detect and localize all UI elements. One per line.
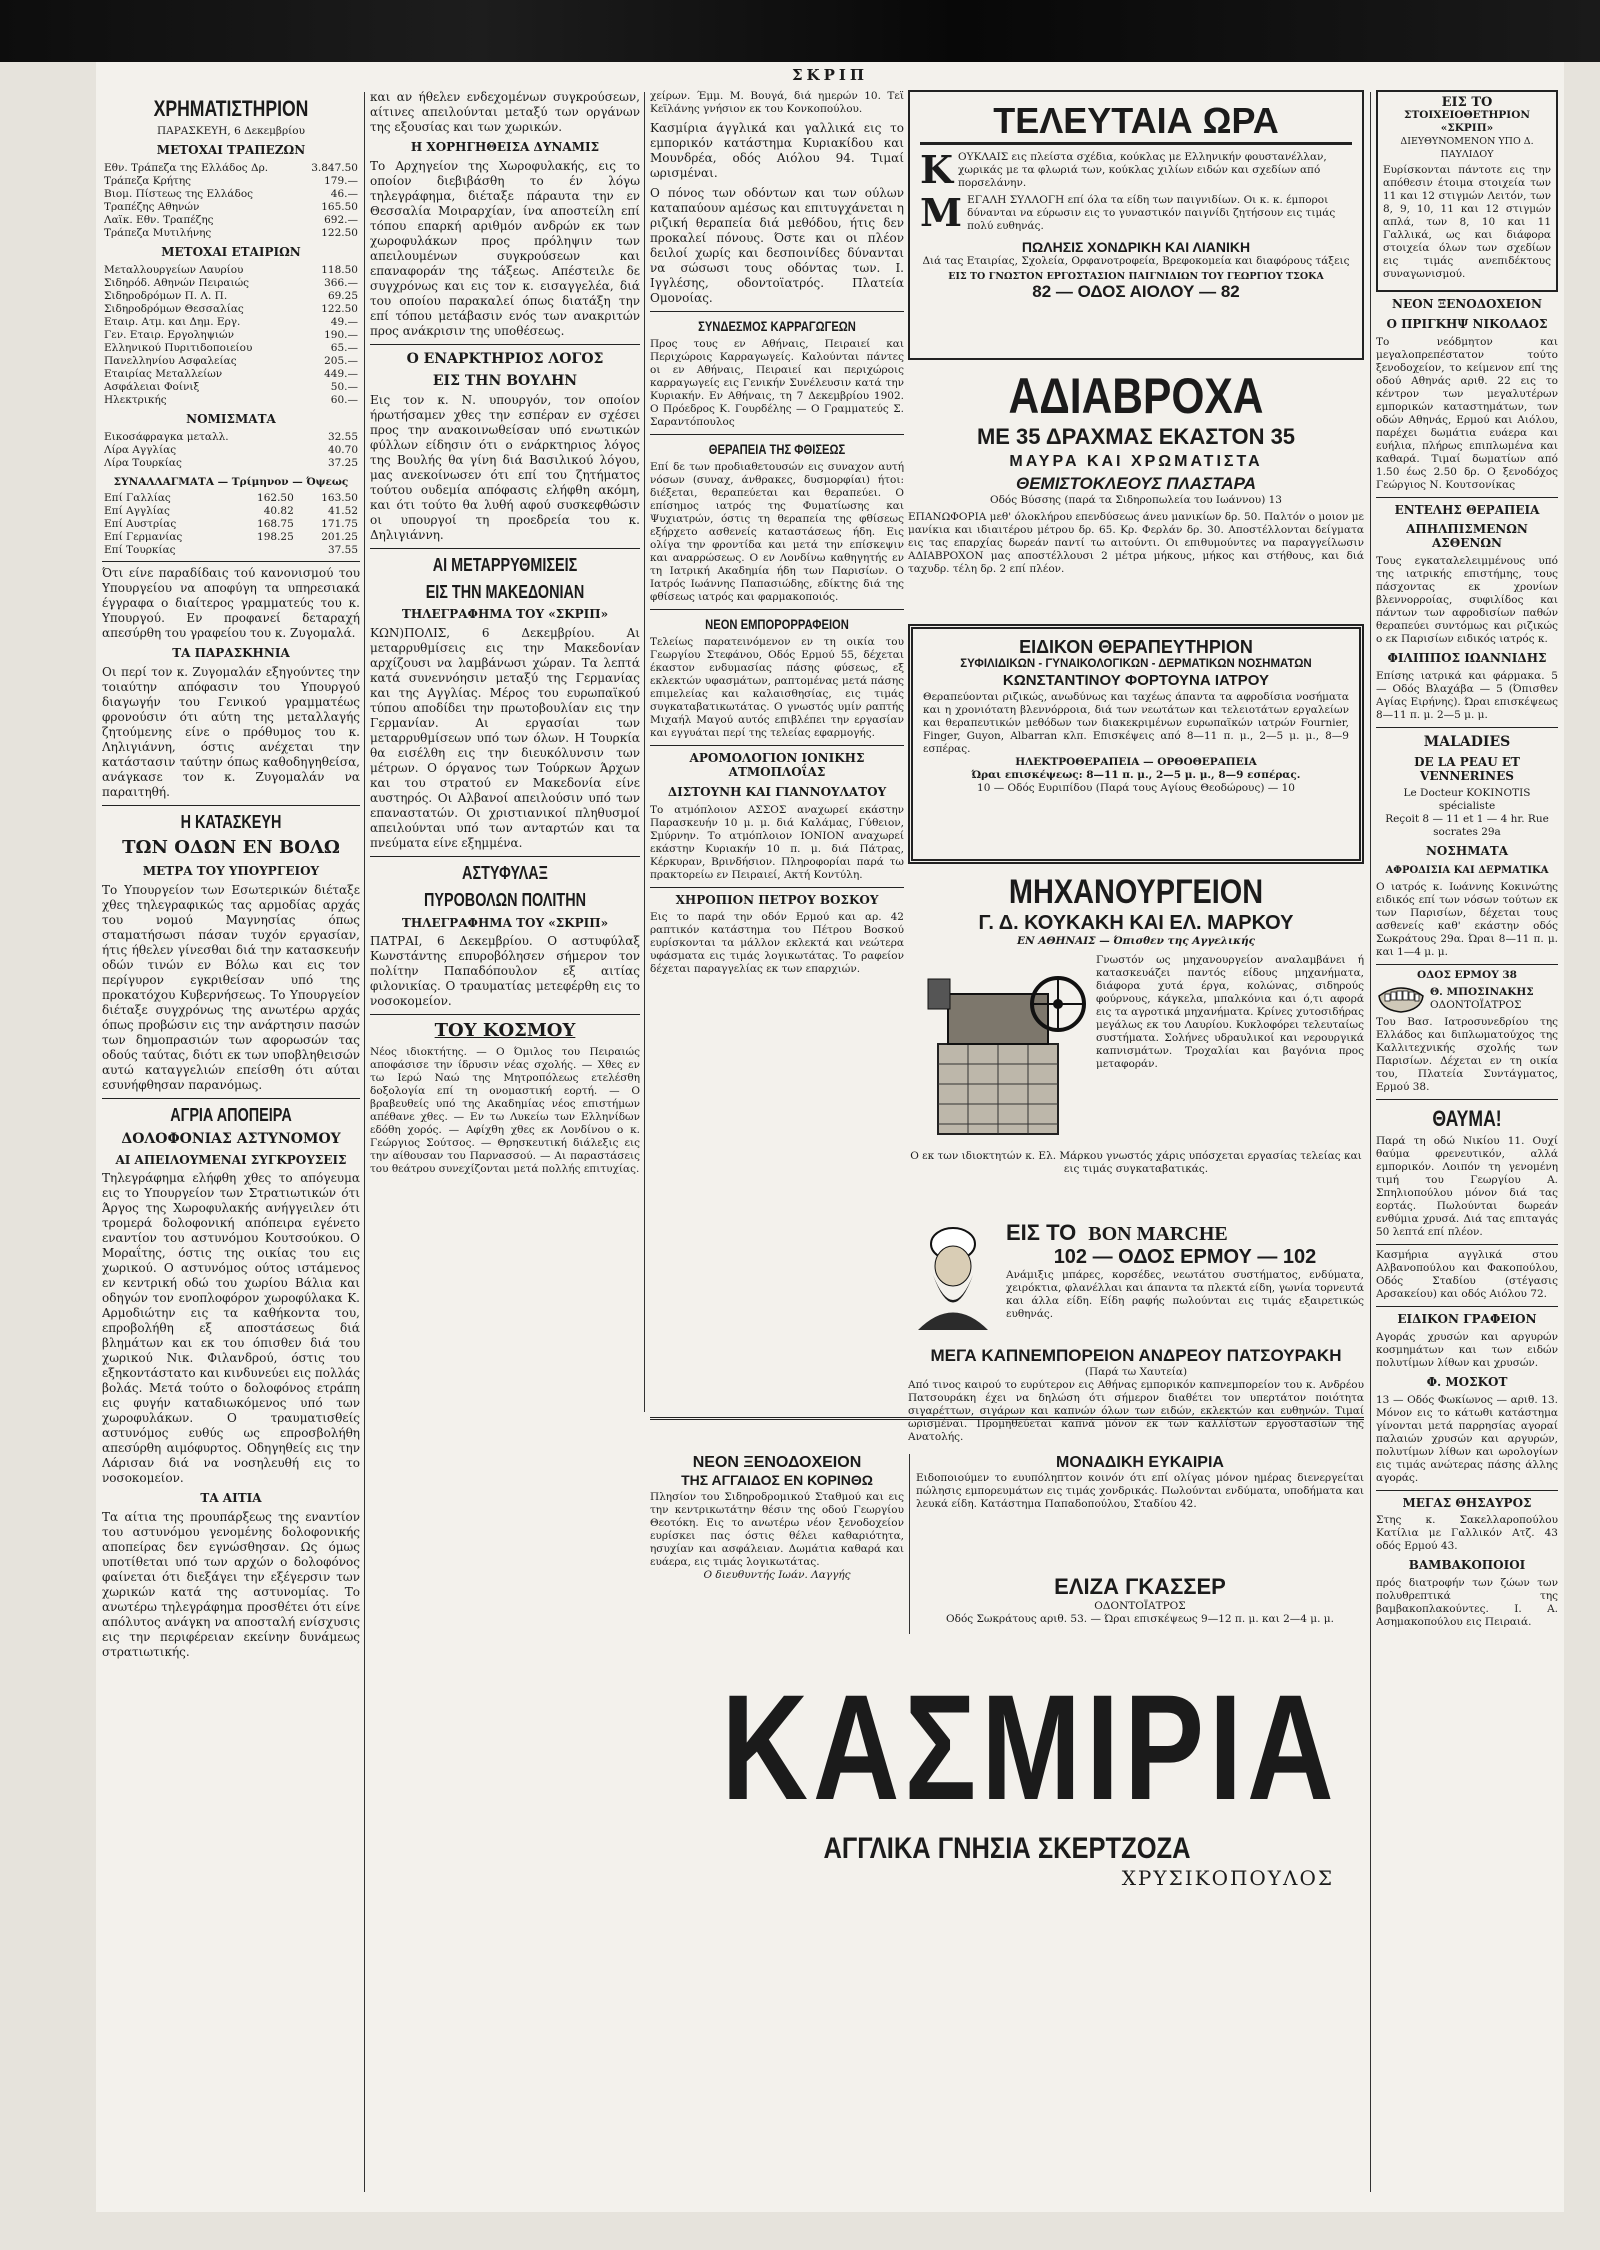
- xoregisthesa-heading: Η ΧΟΡΗΓΗΘΕΙΣΑ ΔΥΝΑΜΙΣ: [410, 140, 600, 154]
- table-row: Εταιρ. Ατμ. και Δημ. Εργ. 49.—: [104, 315, 358, 328]
- teleutaia-sale: ΠΩΛΗΣΙΣ ΧΟΝΔΡΙΚΗ ΚΑΙ ΛΙΑΝΙΚΗ: [1021, 239, 1251, 255]
- kapnemporeion-title: ΜΕΓΑ ΚΑΠΝΕΜΠΟΡΕΙΟΝ ΑΝΔΡΕΟΥ ΠΑΤΣΟΥΡΑΚΗ: [930, 1346, 1342, 1365]
- therapeftirion-title: ΕΙΔΙΚΟΝ ΘΕΡΑΠΕΥΤΗΡΙΟΝ: [1019, 637, 1253, 657]
- divider: [650, 887, 904, 888]
- table-row: Λαϊκ. Εθν. Τραπέζης 692.—: [104, 214, 358, 227]
- bonmarche-name: BON MARCHE: [1088, 1223, 1228, 1245]
- table-row: Ηλεκτρικής 60.—: [104, 393, 358, 406]
- masthead: ΣΚΡΙΠ: [791, 66, 869, 84]
- odon-text: Το Υπουργείον των Εσωτερικών διέταξε χθες τηλεγραφικώς τας αρμοδίας αρχάς του νομού Μαγνησίας όπως σταματήσωσι πάσαν τυχόν εργασίαν, ήτις ήθελεν γίνεσθαι διά την κατασκευήν οδών τινών εν Βόλω και εις τον περίγυρον εγκριθείσαν υπό της προκατόχου Κυβερνήσεως. Το Υπουργείον διέταξε συγχρόνως της ανωτέρω αρχάς όπως προβώσιν εις την ανάρτησιν πασών των δημοπρασιών των αφορωσών τας οδούς ταύτας, διότι εκ των υποβληθεισών αυτώ καταγγελιών επείσθη ότι αύται εσυνήφθησαν παρανόμως.: [102, 882, 360, 1092]
- metra-heading: ΜΕΤΡΑ ΤΟΥ ΥΠΟΥΡΓΕΙΟΥ: [142, 863, 320, 878]
- fx-table: [102, 492, 360, 557]
- filippos-text: Επίσης ιατρικά και φάρμακα. 5 — Οδός Βλαχάβα — 5 (Όπισθεν Αγίας Ειρήνης). Ώραι επισκέψεως 8—11 π. μ. 2—5 μ. μ.: [1376, 669, 1558, 721]
- vamvakopoioi-text: πρός διατροφήν των ζώων των πολυθρεπτικά της βαμβακοπλακούντες. Ι. Α. Ασημακοπούλου εις Πειραιά.: [1376, 1577, 1558, 1629]
- kataskevi-heading: Η ΚΑΤΑΣΚΕΥΗ: [180, 811, 282, 832]
- box-head: ΕΙΣ ΤΟ: [1441, 95, 1493, 110]
- column-rule: [644, 92, 645, 1412]
- metarryth-text: ΚΩΝ)ΠΟΛΙΣ, 6 Δεκεμβρίου. Αι μεταρρυθμίσεις εις την Μακεδονίαν αρχίζουσι να λαμβάνωσι χώραν. Τα λεπτά κατά συνεννόησιν μεταξύ της Γερμανίας και της Αγγλίας. Μέρος του ευρωπαϊκού τύπου αποδίδει την πρωτοβουλίαν εις την Γερμανίαν. Αι εργασίαι των μεταρρυθμίσεων υπό των όλων. Η Τουρκία θα εισέλθη εις την διευκόλυνσιν των μέτρων. Ο όργανος των Τούρκων Άρχων και του στρατού εν Μακεδονία είνε αυστηρός. Οι Αλβανοί απειλούσιν υπό των επαναστατών. Οι χριστιανικοί πληθυσμοί απειλούνται υπό των ανταρτών και τα πνεύματα είνε εξημμένα.: [370, 626, 640, 851]
- column-1: [102, 90, 360, 2200]
- kapnemporeion-body: Από τινος καιρού το ευρύτερον εις Αθήνας εμπορικόν καπνεμπορείον του κ. Ανδρέου Πατσουράκη έχει να δηλώση ότι σήμερον διαθέτει τον υπερτάτον ποιότητα σιγαρέττων, σιγάρων και καπνών όλων των ειδών, εκλεκτών και ευθηνών. Τιμαί ωρισμέναι. Προμηθεύεται καπνά μόνον εκ των καλλίστων εργοστασίων της Ανατολής.: [908, 1379, 1364, 1443]
- ad-bon-marche: [908, 1220, 1364, 1340]
- table-row: Εικοσάφραγκα μεταλλ. 32.55: [104, 430, 358, 443]
- ad-mechanourgeion: [908, 872, 1364, 1212]
- thavma-heading: ΘΑΥΜΑ!: [1432, 1105, 1502, 1131]
- table-row: Ελληνικού Πυριτιδοποιείου 65.—: [104, 341, 358, 354]
- table-row: Σιδηροδρόμων Θεσσαλίας 122.50: [104, 302, 358, 315]
- mechanourgeion-where: ΕΝ ΑΘΗΝΑΙΣ — Όπισθεν της Αγγελικής: [1017, 935, 1255, 947]
- bonmarche-pre: ΕΙΣ ΤΟ: [1006, 1220, 1077, 1245]
- adiavrocha-colors: ΜΑΥΡΑ ΚΑΙ ΧΡΩΜΑΤΙΣΤΑ: [1009, 453, 1263, 470]
- ionikis-heading: ΑΡΟΜΟΛΟΓΙΟΝ ΙΟΝΙΚΗΣ ΑΤΜΟΠΛΟΐΑΣ: [689, 751, 865, 780]
- ad-kasmiria: [650, 1662, 1364, 1922]
- table-row: Γεν. Εταιρ. Εργοληψιών 190.—: [104, 328, 358, 341]
- divider: [650, 311, 904, 312]
- logos-heading: Ο ΕΝΑΡΚΤΗΡΙΟΣ ΛΟΓΟΣ: [406, 350, 604, 367]
- divider: [102, 805, 360, 806]
- thisavros-heading: ΜΕΓΑΣ ΘΗΣΑΥΡΟΣ: [1402, 1495, 1532, 1510]
- filippos-heading: ΦΙΛΙΠΠΟΣ ΙΩΑΝΝΙΔΗΣ: [1387, 650, 1547, 665]
- vosko-heading: ΧΗΡΟΠΙΟΝ ΠΕΤΡΟΥ ΒΟΣΚΟΥ: [675, 892, 879, 907]
- vouli-heading: ΕΙΣ ΤΗΝ ΒΟΥΛΗΝ: [432, 372, 578, 389]
- banks-heading: ΜΕΤΟΧΑΙ ΤΡΑΠΕΖΩΝ: [156, 143, 306, 158]
- telegram-heading: ΤΗΛΕΓΡΑΦΗΜΑ ΤΟΥ «ΣΚΡΙΠ»: [401, 607, 609, 622]
- adiavrocha-title: ΑΔΙΑΒΡΟΧΑ: [1008, 368, 1264, 424]
- astyf-text: ΠΑΤΡΑΙ, 6 Δεκεμβρίου. Ο αστυφύλαξ Κωνστάντης επυροβόλησεν σήμερον τον πολίτην Παπαδόπουλον εξ αιτίας φιλονικίας. Ο τραυματίας μετεφέρθη εις το νοσοκομείον.: [370, 934, 640, 1009]
- divider: [102, 561, 360, 562]
- mposinakis-names: [1430, 986, 1534, 1012]
- table-row: Βιομ. Πίστεως της Ελλάδος 46.—: [104, 188, 358, 201]
- portrait-illustration: [908, 1220, 998, 1330]
- divider: [1376, 964, 1558, 965]
- neon-empor-heading: ΝΕΟΝ ΕΜΠΟΡΟΡΡΑΦΕΙΟΝ: [705, 616, 849, 633]
- prigkips-heading: ΝΕΟΝ ΞΕΝΟΔΟΧΕΙΟΝ: [1392, 297, 1542, 311]
- logos-text: Εις τον κ. Ν. υπουργόν, τον οποίον ήρωτήσαμεν χθες την εσπέραν εν σχέσει προς την ανακοινωθείσαν υπό ενωτικών φύλλων είδησιν ότι ο ενάρκτηριος λόγος της Βουλής θα γίνη διά Βασιλικού λόγου, μας ανεκοίνωσεν ότι επί του ζητήματος τούτου ουδεμία απόφασις ελήφθη ακόμη, και ότι τούτο θα λυθή αφού συσκεφθώσιν οι υπουργοί τη προεδρεία του κ. Δηλιγιάννη.: [370, 392, 640, 542]
- table-row: Λίρα Αγγλίας 40.70: [104, 443, 358, 456]
- therapeftirion-address: 10 — Οδός Ευριπίδου (Παρά τους Αγίους Θεοδώρους) — 10: [977, 782, 1295, 794]
- xenodocheion-body: Πλησίον του Σιδηροδρομικού Σταθμού και εις την κεντρικωτάτην θέσιν της οδού Γεωργίου Θεοτόκη. Εις το ανωτέρω νέον ξενοδοχείον ευρίσκει πας όστις θέλει καθαριότητα, ησυχίαν και ασφάλειαν. Δωμάτια καθαρά και ευάερα, εις τιμάς λογικωτάτας.: [650, 1491, 904, 1568]
- aitia-heading: ΤΑ ΑΙΤΙΑ: [200, 1491, 262, 1506]
- banks-table: [102, 162, 360, 240]
- therap-heading-2: ΑΠΗΛΠΙΣΜΕΝΩΝ ΑΣΘΕΝΩΝ: [1406, 522, 1528, 551]
- kapnemporeion-where: (Παρά τω Χαυτεία): [1084, 1366, 1188, 1378]
- therap-text: Τους εγκαταλελειμμένους υπό της ιατρικής επιστήμης, τους πάσχοντας εκ χρονίων βλεννορροίας, συφιλίδος και πάντων των αφροδισίων παθών θεραπεύει συντόμως και ριζικώς ο εκ Παρισίων ειδικός ιατρός κ.: [1376, 554, 1558, 645]
- table-row: Επί Τουρκίας 37.55: [104, 543, 358, 556]
- stoicheiothetirion-box: [1376, 90, 1558, 292]
- astyf-heading: ΑΣΤΥΦΥΛΑΞ: [462, 863, 548, 884]
- paraskinia-heading: ΤΑ ΠΑΡΑΣΚΗΝΙΑ: [172, 645, 290, 660]
- eukairia-title: ΜΟΝΑΔΙΚΗ ΕΥΚΑΙΡΙΑ: [1056, 1454, 1224, 1471]
- col3-intro: χείρων. Έμμ. Μ. Βουγά, διά ημερών 10. Τεϊ Κεϊλάνης γνήσιον εκ του Κονκοπούλου.: [650, 90, 904, 115]
- paraskinia-text: Οι περί τον κ. Ζυγομαλάν εξηγούντες την τοιαύτην απόφασιν του Υπουργού διαγωγήν του Γενικού γραμματέως φρονούσιν ότι αύτη της μεταλλαγής ζητούμενης είνε ο πρόθυμος του κ. Ληλιγιάννη, όστις ανέχεται την κατάστασιν ταύτην όπως καθοδηγηθείσα, ανάγκασε τον κ. Ζυγομαλάν να παραιτηθή.: [102, 664, 360, 799]
- bonmarche-row: [908, 1220, 1364, 1330]
- prigkips-text: Το νεόδμητον και μεγαλοπρεπέστατον τούτο ξενοδοχείον, το κείμενον επί της οδού Αθηνάς αριθ. 22 εις το κέντρον των μεγαλυτέρων εμπορικών καταστημάτων, των οδών Αθηνάς, Ερμού και Αιόλου, παρέχει δωμάτια ευάερα και ευήλια, πλήρως επιπλωμένα και καθαρά. Τιμαί δωματίων από 1.50 έως 2.50 δρ. Ο ξενοδόχος Γεώργιος Ν. Κουτσονίκας: [1376, 335, 1558, 491]
- teleutaia-shop: ΕΙΣ ΤΟ ΓΝΩΣΤΟΝ ΕΡΓΟΣΤΑΣΙΟΝ ΠΑΙΓΝΙΔΙΩΝ ΤΟΥ ΓΕΩΡΓΙΟΥ ΤΣΟΚΑ: [948, 271, 1324, 282]
- vosko-text: Εις το παρά την οδόν Ερμού και αρ. 42 ραπτικόν κατάστημα του Πέτρου Βοσκού ευρίσκονται τα μάλλον εκλεκτά και νεώτερα υφάσματα εις τιμάς λογικωτάτας. Το ραφείον δέχεται παραγγελίας εκ των επαρχιών.: [650, 911, 904, 976]
- thisavros-text: Στης κ. Σακελλαροπούλου Κατίλια με Γαλλικόν Ατζ. 43 οδός Ερμού 43.: [1376, 1514, 1558, 1553]
- divider: [370, 1014, 640, 1015]
- portrait-icon: [908, 1220, 998, 1330]
- teleutaia-groups: Διά τας Εταιρίας, Σχολεία, Ορφανοτροφεία, Βρεφοκομεία και διαφόρους τάξεις: [922, 255, 1350, 267]
- kosmou-heading: ΤΟΥ ΚΟΣΜΟΥ: [434, 1020, 576, 1042]
- therapeftirion-body: Θεραπεύονται ριζικώς, ανωδύνως και ταχέως άπαντα τα αφροδίσια νοσήματα και η χρονιότατη βλεννόρροια, διά των νεωτάτων και τελειοτάτων εργαλείων και θεραπευτικών μεθόδων των διακεκριμένων ευρωπαϊκών ιατρών Fournier, Finger, Guyon, Albarran κλπ. Επισκέψεις από 8—11 π. μ., 2—5 μ. μ., 8—9 εσπέρας.: [923, 691, 1349, 755]
- ad-eukairia: [916, 1454, 1364, 1574]
- market-title: ΧΡΗΜΑΤΙΣΤΗΡΙΟΝ: [153, 96, 309, 121]
- neon-empor-text: Τελείως παρατεινόμενον εν τη οικία του Γεωργίου Στεφάνου, Οδός Ερμού 55, δέχεται έκαστον ενδυμασίας πάσης φύσεως, εξ εκλεκτών υφασμάτων, ραπτομένας μετά πάσης επιμελείας και καλαισθησίας, εις τιμάς συγκαταβατικωτάτας. Ο γνωστός υμίν ραπτής Μιχαήλ Μαγού αυτός επιβλέπει την εργασίαν και εγγυάται περί της τελείας εφαρμογής.: [650, 636, 904, 740]
- kasmiria-sub: ΑΓΓΛΙΚΑ ΓΝΗΣΙΑ ΣΚΕΡΤΖΟΖΑ: [823, 1832, 1191, 1865]
- syndesmos-text: Προς τους εν Αθήναις, Πειραιεί και Περιχώροις Καρραγωγείς. Καλούνται πάντες οι εν Αθήναις, Πειραιεί και περιχώροις καρραγωγείς εις Γενικήν Συνέλευσιν κατά την Κυριακήν. Εν Αθήναις, τη 7 Δεκεμβρίου 1902. Ο Πρόεδρος Κ. Γουρδέλης — Ο Γραμματεύς Σ. Σαραντόπουλος: [650, 338, 904, 429]
- therap-heading: ΕΝΤΕΛΗΣ ΘΕΡΑΠΕΙΑ: [1394, 502, 1540, 517]
- divider: [370, 856, 640, 857]
- nosimata-heading: ΝΟΣΗΜΑΤΑ: [1425, 844, 1509, 859]
- therapeftirion-hours: Ώραι επισκέψεως: 8—11 π. μ., 2—5 μ. μ., 8—9 εσπέρας.: [971, 769, 1301, 781]
- teleutaia-address: 82 — ΟΔΟΣ ΑΙΟΛΟΥ — 82: [1032, 282, 1240, 301]
- nosimata-heading-2: ΑΦΡΟΔΙΣΙΑ ΚΑΙ ΔΕΡΜΑΤΙΚΑ: [1385, 865, 1549, 877]
- mposinakis-heading: Θ. ΜΠΟΣΙΝΑΚΗΣ: [1430, 985, 1534, 998]
- teleutaia-m-row: [920, 190, 1352, 235]
- table-row: Λίρα Τουρκίας 37.25: [104, 456, 358, 469]
- column-rule: [364, 92, 365, 2192]
- bonmarche-body: Ανάμιξις μπάρες, κορσέδες, νεωτάτου συστήματος, ενδύματα, χειρόκτια, φλανέλλαι και άπαντα τα πλεκτά είδη, γωνία τορνευτά και άλλα είδη. Είδη ραφής πωλούνται εις τιμάς εξαιρετικώς ευθηνάς.: [1006, 1269, 1364, 1320]
- divider: [1376, 1099, 1558, 1100]
- grafeion-heading: ΕΙΔΙΚΟΝ ΓΡΑΦΕΙΟΝ: [1397, 1312, 1537, 1327]
- box-sub: ΔΙΕΥΘΥΝΟΜΕΝΟΝ ΥΠΟ Δ. ΠΑΥΛΙΔΟΥ: [1400, 136, 1534, 160]
- teleutaia-k-row: [920, 147, 1352, 192]
- box-body: Ευρίσκονται πάντοτε εις την απόθεσιν έτοιμα στοιχεία των 11 και 12 στιγμών Λειτόν, των 8, 9, 10, 11 και 12 στιγμών απλά, των 8, 10 και 11 Γαλλικά, ως και διάφορα στοιχεία όλων των σχεδίων εις τιμάς ανεπιδέκτους συναγωνισμού.: [1383, 164, 1551, 280]
- gkasser-title: ΕΛΙΖΑ ΓΚΑΣΣΕΡ: [1054, 1574, 1226, 1599]
- ad-kapnemporeion: [908, 1346, 1364, 1446]
- companies-heading: ΜΕΤΟΧΑΙ ΕΤΑΙΡΙΩΝ: [161, 245, 301, 260]
- mechanourgeion-title: ΜΗΧΑΝΟΥΡΓΕΙΟΝ: [1008, 873, 1264, 911]
- prigkips-heading-2: Ο ΠΡΙΓΚΗΨ ΝΙΚΟΛΑΟΣ: [1386, 316, 1548, 331]
- ad-gkasser: [916, 1574, 1364, 1654]
- table-row: Εταιρίας Μεταλλείων 449.—: [104, 367, 358, 380]
- teleutaia-m-text: ΕΓΑΛΗ ΣΥΛΛΟΓΗ επί όλα τα είδη των παιγνιδίων. Οι κ. κ. έμποροι δύνανται να εύρωσιν εις το γυναστικόν παιγνίδι ζητήσουν εις τιμάς πολύ ευθηνάς.: [967, 194, 1336, 232]
- xenodocheion-sub: ΤΗΣ ΑΓΓΑΙΔΟΣ ΕΝ ΚΟΡΙΝΘΩ: [681, 1472, 873, 1488]
- therapeftirion-sub: ΣΥΦΙΛΙΔΙΚΩΝ - ΓΥΝΑΙΚΟΛΟΓΙΚΩΝ - ΔΕΡΜΑΤΙΚΩΝ ΝΟΣΗΜΑΤΩΝ: [960, 658, 1312, 670]
- divider: [650, 1417, 1364, 1420]
- maladies-heading: MALADIES: [1423, 733, 1511, 750]
- table-row: Πανελληνίου Ασφαλείας 205.—: [104, 354, 358, 367]
- divider: [1376, 727, 1558, 728]
- divider: [650, 609, 904, 610]
- therapeftirion-electro: ΗΛΕΚΤΡΟΘΕΡΑΠΕΙΑ — ΟΡΘΟΘΕΡΑΠΕΙΑ: [1015, 756, 1257, 768]
- odon-heading: ΤΩΝ ΟΔΩΝ ΕΝ ΒΟΛΩ: [122, 837, 340, 859]
- therapeftirion-doctor: ΚΩΝΣΤΑΝΤΙΝΟΥ ΦΟΡΤΟΥΝΑ ΙΑΤΡΟΥ: [1002, 672, 1270, 689]
- table-row: Επί Αγγλίας 40.82 41.52: [104, 504, 358, 517]
- ermou-heading: ΟΔΟΣ ΕΡΜΟΥ 38: [1417, 968, 1517, 981]
- ad-xenodocheion: [650, 1454, 904, 1654]
- box-title: ΣΤΟΙΧΕΙΟΘΕΤΗΡΙΟΝ «ΣΚΡΙΠ»: [1404, 109, 1530, 134]
- nosimata-text: Ο ιατρός κ. Ιωάννης Κοκινώτης ειδικός επί των νόσων τούτων εκ των Παρισίων, δέχεται τους ασθενείς καθ' εκάστην οδός Σωκράτους 29α. Ώραι 8—11 π. μ. και 1—4 μ. μ.: [1376, 880, 1558, 958]
- machine-illustration: [908, 954, 1088, 1148]
- teleutaia-title: ΤΕΛΕΥΤΑΙΑ ΩΡΑ: [920, 100, 1352, 145]
- col2-intro: και αν ήθελεν ενδεχομένων συγκρούσεων, αίτινες απειλούνται μεταξύ των οργάνων της εξουσίας και των χωρικών.: [370, 90, 640, 134]
- telegram-heading: ΤΗΛΕΓΡΑΦΗΜΑ ΤΟΥ «ΣΚΡΙΠ»: [401, 915, 609, 930]
- vamvakopoioi-heading: ΒΑΜΒΑΚΟΠΟΙΟΙ: [1408, 1558, 1526, 1573]
- xoregisthesa-text: Το Αρχηγείον της Χωροφυλακής, εις το οποίον διεβιβάσθη το έν λόγω τηλεγράφημα, διέταξε πάραυτα την εν Θεσσαλία Μοιραρχίαν, ίνα αποστείλη επί τόπου επαρκή αριθμόν ανδρών εκ των χωροφυλάκων προς πρόληψιν των απειλουμένων συγκρούσεων και επαναφοράν της τάξεως. Απέστειλε δε συγχρόνως και εις τον κ. εισαγγελέα, διά του οποίου παρακαλεί όπως διατάξη την επί τόπου μετάβασιν ενός των ανακριτών προς ανάκρισιν της υποθέσεως.: [370, 158, 640, 338]
- gkasser-sub: ΟΔΟΝΤΟΪΑΤΡΟΣ: [1094, 1600, 1186, 1612]
- divider: [102, 1098, 360, 1099]
- xenodocheion-owner: Ο διευθυντής Ιωάν. Λαγγής: [703, 1569, 851, 1581]
- divider: [650, 745, 904, 746]
- kokinotis-heading: Le Docteur KOKINOTIS spécialiste: [1403, 787, 1531, 813]
- pyrovolon-heading: ΠΥΡΟΒΟΛΩΝ ΠΟΛΙΤΗΝ: [424, 889, 586, 910]
- mposinakis-text: Του Βασ. Ιατροσυνεδρίου της Ελλάδος και διπλωματούχος της Καλλιτεχνικής σχολής των Παρισίων. Δέχεται εν τη οικία του, Πλατεία Συντάγματος, Ερμού 38.: [1376, 1015, 1558, 1093]
- agria-text: Τηλεγράφημα ελήφθη χθες το απόγευμα εις το Υπουργείον των Στρατιωτικών ότι Άργος της Χωροφυλακής ανήγγειλεν ότι τρομερά δολοφονική απόπειρα εγένετο εναντίον του αστυνόμου Κουτσούκου. Ο Μοραΐτης, όστις της οικίας του εις χωρικού. Ο αστυνόμος ούτος ιστάμενος εν κεντρική οδώ του χωρίου Βάλια και οδηγών τον ενοπλοφόρον χωροφύλακα Κ. Αρμοδιώτην εις τα καθήκοντα του, επροβολήθη εξ αποστάσεως διά βλημάτων και εκ του όπισθεν διά του χωρικού Νικ. Φιλανδρού, όστις του εξηκοντάστατο και κινδυνεύει εις πολλάς βολάς. Μετά τούτο ο δολοφόνος ετράπη εις φυγήν καταδιωκόμενος υπό των χωροφυλάκων. Ο τραυματισθείς αστυνόμος ευθύς ως επροσβολήθη απεσύρθη αιμόφυρτος. Οδηγηθείς εις την Λάρισαν διά να νοσηλευθή εις το νοσοκομείον.: [102, 1171, 360, 1486]
- divider: [1376, 497, 1558, 498]
- syndesmos-heading: ΣΥΝΔΕΣΜΟΣ ΚΑΡΡΑΓΩΓΕΩΝ: [698, 318, 856, 334]
- divider: [1376, 1306, 1558, 1307]
- table-row: Εθν. Τράπεζα της Ελλάδος Δρ. 3.847.50: [104, 162, 358, 175]
- market-date: ΠΑΡΑΣΚΕΥΗ, 6 Δεκεμβρίου: [156, 125, 305, 138]
- therapeia-heading: ΘΕΡΑΠΕΙΑ ΤΗΣ ΦΘΙΣΕΩΣ: [708, 441, 846, 458]
- market-note: Ότι είνε παραδίδαις τού κανονισμού του Υπουργείου να αποφύγη τα υπηρεσιακά έγγραφα ο διαίτερος γραμματεύς του κ. Υπουργού. Εν προφανεί δεταραχή απεσύρθη του γραφείου του κ. Ζυγομαλά.: [102, 565, 360, 640]
- table-row: Τράπεζα Κρήτης 179.—: [104, 175, 358, 188]
- mechanourgeion-note: Ο εκ των ιδιοκτητών κ. Ελ. Μάρκου γνωστός χάρις υπόσχεται εργασίας τελείας και εις τιμάς συγκαταβατικάς.: [910, 1150, 1362, 1175]
- moskot-heading: Φ. ΜΟΣΚΟΤ: [1426, 1374, 1508, 1389]
- therapeia-text: Επί δε των προδιαθετουσών εις συναχον αυτή νόσων (συναχ, άνθρακες, δυσμορφίαι) ήτοι: διέξεται, θεραπεύεται και θεραπεύει. Ο επίσημος ιατρός της Φυματίωσης και Ψυχιατρών, όστις τη θεραπεία της φθίσεως εξήρχετο ασθενείς καταστάσεως ήδη. Εις ολίγα την φροντίδα και μετά την επίσκεψιν και αναρρώσεως. Ο εν Λονδίνω καθηγητής εν τη Ιατρική Ακαδημία ήδη των Παρισίων. Ο Ιατρός Ιωάννης Παπασιώδης, εδίκτης διά της φθίσεως ιατρός και φαρμακοποιός.: [650, 461, 904, 604]
- mechanourgeion-names: Γ. Δ. ΚΟΥΚΑΚΗ ΚΑΙ ΕΛ. ΜΑΡΚΟΥ: [978, 912, 1294, 934]
- bonmarche-head: [1006, 1220, 1364, 1246]
- aitia-text: Τα αίτια της προυπάρξεως της εναντίον του αστυνόμου γενομένης δολοφονικής αποπείρας δεν εγνώσθησαν. Ως όμως υποτίθεται υπό των αρχών ο δολοφόνος φαίνεται ότι διεξάγει την εξέγερσιν των χωρικών κατά της αστυνομίας. Το ανωτέρω τηλεγράφημα προσθέτει ότι είνε απόλυτος ανάγκη να αποσταλή ενίσχυσις εις την περιφέρειαν εκείνην δυνάμεως στρατιωτικής.: [102, 1510, 360, 1660]
- agria-heading: ΑΓΡΙΑ ΑΠΟΠΕΙΡΑ: [170, 1104, 292, 1125]
- odontiatros-heading: ΟΔΟΝΤΟΪΑΤΡΟΣ: [1430, 998, 1522, 1011]
- gkasser-body: Οδός Σωκράτους αριθ. 53. — Ώραι επισκέψεως 9—12 π. μ. και 2—4 μ. μ.: [946, 1613, 1334, 1625]
- eukairia-body: Ειδοποιούμεν το ευυπόληπτον κοινόν ότι επί ολίγας μόνον ημέρας διενεργείται πώλησις εμπορευμάτων εις τιμάς χονδρικάς. Πωλούνται ενδύματα, υποδήματα και λευκά είδη. Κατάστημα Παπαδοπούλου, Σταδίου 42.: [916, 1472, 1364, 1510]
- initial-m: Μ: [920, 190, 963, 235]
- column-rule: [909, 1454, 910, 1634]
- divider: [1376, 1244, 1558, 1245]
- mposinakis-row: [1376, 982, 1558, 1016]
- kosmou-text: Νέος ιδιοκτήτης. — Ο Όμιλος του Πειραιώς αποφάσισε την ίδρυσιν νέας σχολής. — Χθες εν τω Ιερώ Ναώ της Μητροπόλεως ετελέσθη δοξολογία επί τη ονομαστική εορτή. — Ο βραβευθείς υπό της Ακαδημίας νέος επιστήμων απέθανε χθες. — Εν τω Λυκείω των Ελληνίδων εδόθη χορός. — Αφίχθη χθες εκ Λονδίνου ο κ. Γεώργιος Σούτσος. — Θρησκευτική διάλεξις εις την αίθουσαν του Παρνασσού. — Αι παραστάσεις του θεάτρου συνεχίζονται μετά πολλής επιτυχίας.: [370, 1046, 640, 1176]
- kashmir-ad-text: Κασμίρια άγγλικά και γαλλικά εις το εμπορικόν κατάστημα Κυριακίδου και Μουνδρέα, οδός Αιόλου 94. Τιμαί ωρισμέναι.: [650, 121, 904, 180]
- adiavrocha-maker: ΘΕΜΙΣΤΟΚΛΕΟΥΣ ΠΛΑΣΤΑΡΑ: [1016, 474, 1256, 493]
- fx-heading: ΣΥΝΑΛΛΑΓΜΑΤΑ — Τρίμηνον — Όψεως: [113, 475, 349, 488]
- coins-table: [102, 431, 360, 470]
- table-row: Μεταλλουργείων Λαυρίου 118.50: [104, 263, 358, 276]
- bonmarche-text: [998, 1220, 1364, 1330]
- table-row: Σιδηροδρόμων Π. Λ. Π. 69.25: [104, 289, 358, 302]
- table-row: Τραπέζης Αθηνών 165.50: [104, 201, 358, 214]
- mechanourgeion-body: Γνωστόν ως μηχανουργείον αναλαμβάνει ή κατασκευάζει παντός είδους μηχανήματα, διάφορα χυτά έργα, κολώνας, σιδηρούς φούρνους, κάγκελα, μπαλκόνια και ό,τι αφορά εις τα αγροτικά μηχανήματα. Κρίνες χυτοσιδήρας μεγάλως εκ του Λαυρίου. Κυκλοφόρει τελευταίως συστήματα. Σολήνες υδραυλικοί και νερουργικά καπνισμάτων. Τροχαλίαι και βαγόνια προς μεταφοράν.: [1096, 954, 1364, 1070]
- grafeion-text: Αγοράς χρυσών και αργυρών κοσμημάτων και των ειδών πολυτίμων λίθων και χρυσών.: [1376, 1330, 1558, 1369]
- initial-k: Κ: [920, 147, 954, 192]
- ad-adiavrocha: [908, 368, 1364, 618]
- xenodocheion-title: ΝΕΟΝ ΞΕΝΟΔΟΧΕΙΟΝ: [692, 1454, 862, 1471]
- ad-therapeftirion: [908, 624, 1364, 864]
- kasmiria-ad-text: Κασμήρια αγγλικά στου Αλβανοπούλου και Φακοπούλου, Οδός Σταδίου (στέγασις Αρσακείου) και οδός Αιόλου 72.: [1376, 1249, 1558, 1301]
- scan-border-top: [0, 0, 1600, 62]
- diastyhn-heading: ΔΙΣΤΟΥΝΗ ΚΑΙ ΓΙΑΝΝΟΥΛΑΤΟΥ: [667, 784, 887, 799]
- kokinotis-line: Reçoit 8 — 11 et 1 — 4 hr. Rue socrates 29a: [1385, 813, 1549, 839]
- adiavrocha-street: Οδός Βύσσης (παρά τα Σιδηροπωλεία του Ιωάννου) 13: [989, 494, 1282, 506]
- thavma-text: Παρά τη οδώ Νικίου 11. Ουχί θαύμα φρενευτικόν, αλλά εμπορικόν. Λοιπόν τη γενομένη τιμή του Γεωργίου Α. Σπηλιοπούλου μόνον διά τας εορτάς. Πωλούνται δωρεάν ενθύμια χρυσά. Διά τας επιταγάς 50 λεπτά επί πλέον.: [1376, 1135, 1558, 1239]
- makedonia-heading: ΕΙΣ ΤΗΝ ΜΑΚΕΔΟΝΙΑΝ: [425, 581, 585, 602]
- kasmiria-name: ΧΡΥΣΙΚΟΠΟΥΛΟΣ: [1121, 1866, 1334, 1890]
- dolofonias-heading: ΔΟΛΟΦΟΝΙΑΣ ΑΣΤΥΝΟΜΟΥ: [121, 1131, 341, 1148]
- divider: [1376, 1490, 1558, 1491]
- apeiloumenai-heading: ΑΙ ΑΠΕΙΛΟΥΜΕΝΑΙ ΣΥΓΚΡΟΥΣΕΙΣ: [115, 1152, 347, 1167]
- dontia-text: Ο πόνος των οδόντων και των ούλων καταπαύουν αμέσως και επιτυγχάνεται η ριζική θεραπεία διά μεθόδου, ήτις δεν προκαλεί πόνους. Όστε και οι πλέον δειλοί χωρίς και δεσποινίδες δύνανται να σώσωσι τους οδόντας των. Ι. Ιγγλέσης, οδοντοϊατρός. Πλατεία Ομονοίας.: [650, 186, 904, 305]
- teleutaia-k-text: ΟΥΚΛΑΙΣ εις πλείστα σχέδια, κούκλας με Ελληνικήν φουστανέλλαν, χωρικάς με τα φλωριά των, κούκλας χιλίων ειδών και σχεδίων από πορσελάνην.: [958, 151, 1327, 189]
- divider: [370, 344, 640, 345]
- table-row: Επί Γερμανίας 198.25 201.25: [104, 530, 358, 543]
- column-3: [650, 90, 904, 1410]
- ad-teleutaia-ora: [908, 90, 1364, 360]
- newspaper-page: [96, 62, 1564, 2212]
- metarryth-heading: ΑΙ ΜΕΤΑΡΡΥΘΜΙΣΕΙΣ: [432, 554, 578, 575]
- moskot-text: 13 — Οδός Φωκίωνος — αριθ. 13. Μόνον εις το κάτωθι κατάστημα γίνονται μετά παρρησίας αγοραί παλαιών χρυσών και αργυρών, πολυτίμων λίθων και ωρολογίων εις τιμάς ανώτερας πάσης άλλης αγοράς.: [1376, 1393, 1558, 1484]
- mechanourgeion-row: [908, 954, 1364, 1148]
- companies-table: [102, 264, 360, 407]
- peau-heading: DE LA PEAU ET VENNERINES: [1414, 754, 1520, 783]
- table-row: Τράπεζα Μυτιλήνης 122.50: [104, 227, 358, 240]
- table-row: Επί Αυστρίας 168.75 171.75: [104, 517, 358, 530]
- column-5: [1376, 90, 1558, 2200]
- column-2: [370, 90, 640, 2200]
- table-row: Ασφάλειαι Φοίνιξ 50.—: [104, 380, 358, 393]
- machine-icon: [908, 954, 1088, 1144]
- table-row: Σιδηρόδ. Αθηνών Πειραιώς 366.—: [104, 276, 358, 289]
- adiavrocha-body: ΕΠΑΝΩΦΟΡΙΑ μεθ' όλοκλήρου επενδύσεως άνευ μανικίων δρ. 50. Παλτόν ο μοιον με μανίκια και ιδιαιτέρου μέτρου δρ. 65. Κρ. Φερλάν δρ. 30. Αποστέλλονται δείγματα εις τας επαρχίας δωρεάν παντί τω αιτούντι. Οι επιθυμούντες να παραγγείλωσιν ΑΔΙΑΒΡΟΧΟΝ μας αποστέλλουσι 2 μέτρα μήκους, μήκος και στήθους, και διά ταχυδρ. τέλη δρ. 2 επί πλέον.: [908, 511, 1364, 575]
- ionikis-text: Το ατμόπλοιον ΑΣΣΟΣ αναχωρεί εκάστην Παρασκευήν 10 μ. μ. διά Καλάμας, Γύθειον, Σμύρνην. Το ατμόπλοιον ΙΟΝΙΟΝ αναχωρεί εκάστην Κυριακήν 10 π. μ. διά Πάτρας, Κέρκυραν, Βρινδήσιον. Πληροφορίαι παρά τω πρακτορείω εν Πειραιεί, Ακτή Κοντύλη.: [650, 803, 904, 881]
- column-rule: [1370, 92, 1371, 2192]
- dentures-icon: [1376, 982, 1426, 1016]
- divider: [370, 548, 640, 549]
- kasmiria-title: ΚΑΣΜΙΡΙΑ: [721, 1663, 1339, 1831]
- adiavrocha-price: ΜΕ 35 ΔΡΑΧΜΑΣ ΕΚΑΣΤΟΝ 35: [976, 424, 1296, 449]
- coins-heading: ΝΟΜΙΣΜΑΤΑ: [186, 411, 276, 426]
- divider: [650, 434, 904, 435]
- table-row: Επί Γαλλίας 162.50 163.50: [104, 491, 358, 504]
- bonmarche-address: 102 — ΟΔΟΣ ΕΡΜΟΥ — 102: [1053, 1246, 1317, 1268]
